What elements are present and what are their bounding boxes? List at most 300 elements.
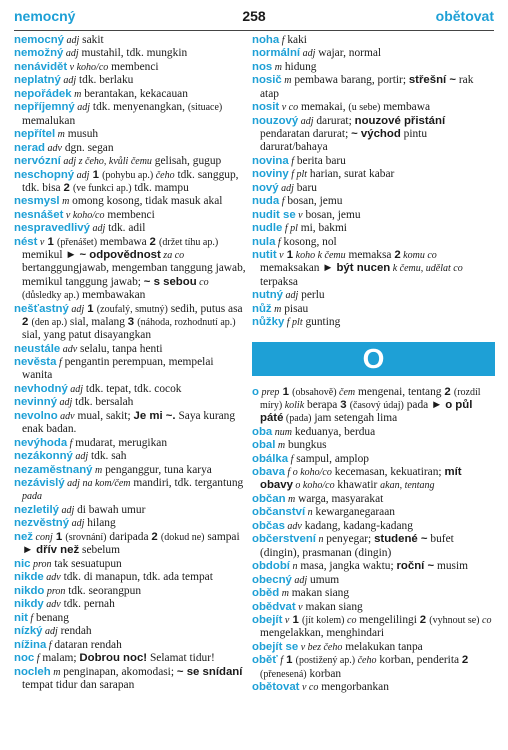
headword: nocleh <box>14 665 51 678</box>
dictionary-entry <box>252 289 495 302</box>
entry-text: Dobrou noc! <box>79 652 148 665</box>
dictionary-entry <box>14 598 246 611</box>
dictionary-entry <box>14 101 246 128</box>
headword: noha <box>252 34 280 46</box>
entry-text: sedih, putus asa <box>167 302 243 315</box>
entry-text: baru <box>293 181 317 194</box>
entry-text: mengorbankan <box>318 681 389 694</box>
dictionary-entry <box>252 386 495 426</box>
entry-text: f <box>288 453 294 465</box>
entry-text: tdk. di manapun, tdk. ada tempat <box>60 571 213 584</box>
entry-text: korban <box>306 667 342 680</box>
dictionary-entry <box>14 504 246 517</box>
headword: nevhodný <box>14 382 68 395</box>
headword: oběť <box>252 654 278 667</box>
dictionary-entry <box>14 88 246 101</box>
entry-text: bertanggungjawab, mengemban tanggung jawab, memikul tanggung jawab; <box>22 262 246 288</box>
dictionary-entry <box>252 493 495 506</box>
entry-text: adj <box>64 35 80 46</box>
headword: nezletilý <box>14 503 59 516</box>
dictionary-entry <box>252 426 495 439</box>
entry-text: adj <box>283 290 299 302</box>
entry-text: 1 <box>283 249 294 262</box>
entry-text: 2 <box>63 181 73 194</box>
entry-text: dataran rendah <box>51 638 122 651</box>
entry-text: co <box>479 615 492 627</box>
dictionary-entry <box>14 34 246 47</box>
left-guide-word: nemocný <box>14 8 76 24</box>
headword: nezvěstný <box>14 517 70 530</box>
entry-text: adv <box>45 142 62 154</box>
headword: o <box>252 385 259 398</box>
entry-text: hilang <box>84 517 116 530</box>
dictionary-entry <box>14 531 246 558</box>
entry-text: memaksa <box>345 249 395 262</box>
entry-text: omong kosong, tidak masuk akal <box>69 195 223 208</box>
headword: období <box>252 560 290 573</box>
headword: nepřítel <box>14 128 56 141</box>
headword: nést <box>14 235 38 248</box>
dictionary-entry <box>252 34 495 47</box>
headword: nudle <box>252 222 283 235</box>
entry-text: v <box>276 250 284 262</box>
dictionary-entry <box>252 453 495 466</box>
entry-text: 1 <box>89 168 103 181</box>
entry-text: memaksakan ► <box>260 262 337 275</box>
entry-text: (rozdíl míry) <box>260 386 481 411</box>
entry-text: sial, malang <box>67 315 128 328</box>
entry-text: (náhoda, rozhodnutí ap.) <box>137 316 236 328</box>
headword: nikdy <box>14 598 44 611</box>
entry-text: 1 <box>283 654 296 667</box>
entry-text: roční ~ <box>396 560 435 573</box>
headword: nemožný <box>14 47 64 60</box>
entry-text: o koho/co <box>292 480 335 492</box>
entry-text: v koho/co <box>63 209 105 221</box>
headword: nůžky <box>252 316 285 329</box>
page-header <box>14 8 494 28</box>
entry-text: (u sebe) <box>348 102 381 114</box>
entry-text: v koho/co <box>67 61 109 73</box>
entry-text: dgn. segan <box>61 141 114 154</box>
entry-text: adj <box>60 75 77 87</box>
dictionary-entry <box>252 74 495 101</box>
entry-text: mudarat, merugikan <box>72 436 168 449</box>
entry-text: tdk. menyenangkan, <box>90 101 188 114</box>
entry-text: tdk. mampu <box>131 181 189 194</box>
dictionary-entry <box>252 195 495 208</box>
entry-text: mi, bakmi <box>297 222 347 235</box>
entry-text: musuh <box>64 128 99 141</box>
headword: novina <box>252 154 289 167</box>
entry-text: 3 <box>127 315 138 328</box>
headword: nosit <box>252 101 280 114</box>
entry-text: bufet (dingin), prasmanan (dingin) <box>260 533 454 559</box>
entry-text: conj <box>33 531 53 543</box>
headword: nůž <box>252 302 272 315</box>
headword: nudit se <box>252 208 296 221</box>
headword: nit <box>14 611 28 624</box>
headword: nespravedlivý <box>14 222 90 235</box>
entry-text: pron <box>44 585 66 597</box>
entry-text: sampul, amplop <box>293 452 369 465</box>
headword: noviny <box>252 168 289 181</box>
entry-text: adv <box>284 520 302 532</box>
dictionary-entry <box>252 182 495 195</box>
headword: nikde <box>14 571 44 584</box>
entry-text: adv <box>57 410 75 422</box>
entry-text: adj <box>42 626 58 638</box>
entry-text: sakit <box>79 34 104 46</box>
entry-text: ~ východ <box>351 128 401 141</box>
entry-text: 3 <box>340 398 350 411</box>
dictionary-entry <box>14 169 246 196</box>
entry-text: masa, jangka waktu; <box>297 560 397 573</box>
entry-text: m <box>71 88 82 100</box>
entry-text: 2 <box>22 315 32 328</box>
entry-text: 1 <box>84 302 97 315</box>
entry-text: pada ► <box>403 398 446 411</box>
entry-text: num <box>272 426 292 438</box>
entry-text: warga, masyarakat <box>295 492 384 505</box>
entry-text: memalukan <box>22 114 76 127</box>
entry-text: m <box>272 61 282 73</box>
entry-text: (dokud ne) <box>160 531 205 543</box>
entry-text: mual, sakit; <box>74 409 134 422</box>
entry-text: hidung <box>282 60 317 73</box>
entry-text: pembawa barang, portir; <box>291 74 409 87</box>
entry-text: 2 <box>151 530 161 543</box>
entry-text: adj <box>63 48 79 60</box>
entry-text: m <box>50 666 61 678</box>
entry-text: akan, tentang <box>380 480 435 492</box>
dictionary-entry <box>252 249 495 289</box>
headword: nepříjemný <box>14 101 75 114</box>
entry-text: perlu <box>298 289 325 302</box>
entry-text: khawatir <box>334 479 381 492</box>
headword: nezávislý <box>14 477 65 490</box>
headword: nevinný <box>14 396 58 409</box>
entry-text: (postižený ap.) <box>295 655 356 667</box>
entry-text: (držet tíhu ap.) <box>159 236 219 248</box>
headword: obejít se <box>252 640 299 653</box>
headword: oba <box>252 425 273 438</box>
headword: nezákonný <box>14 450 73 463</box>
headword: oběd <box>252 587 280 600</box>
entry-text: gelisah, gugup <box>151 155 222 168</box>
entry-text: m <box>275 440 286 452</box>
entry-text: adj <box>74 169 90 181</box>
entry-text: f <box>275 236 281 248</box>
headword: nikdo <box>14 584 45 597</box>
headword: nesmysl <box>14 195 60 208</box>
entry-text: n <box>305 507 313 519</box>
entry-text: wajar, normal <box>315 47 382 60</box>
headword: nic <box>14 557 31 570</box>
entry-text: bungkus <box>285 439 327 452</box>
dictionary-entry <box>14 477 246 504</box>
entry-text: (důsledky ap.) <box>22 290 80 302</box>
entry-text: membawa <box>97 235 150 248</box>
entry-text: n <box>315 534 324 546</box>
headword: obecný <box>252 573 292 586</box>
headword: neustále <box>14 342 61 355</box>
entry-text: memakai, <box>298 101 349 114</box>
headword: nízký <box>14 625 43 638</box>
entry-text: kosong, nol <box>280 235 337 248</box>
n-entries-continued <box>252 34 495 330</box>
entry-text: v <box>295 209 303 221</box>
entry-text: (den ap.) <box>31 316 68 328</box>
entry-text: harian, surat kabar <box>307 168 395 181</box>
entry-text: tdk. sanggup, tdk. bisa <box>22 168 239 194</box>
dictionary-entry <box>14 585 246 598</box>
entry-text: Je mi ~. <box>133 409 176 422</box>
entry-text: m <box>92 464 103 476</box>
headword: obědvat <box>252 600 296 613</box>
entry-text: musim <box>434 560 469 573</box>
entry-text: mustahil, tdk. mungkin <box>78 47 188 60</box>
entry-text: umum <box>307 573 340 586</box>
entry-text: (zoufalý, smutný) <box>96 303 168 315</box>
entry-text: čeho <box>355 655 377 667</box>
entry-text: sampai ► <box>22 530 240 557</box>
entry-text: f o koho/co <box>284 467 332 479</box>
dictionary-entry <box>252 209 495 222</box>
entry-text: kecemasan, kekuatiran; <box>331 466 445 479</box>
entry-text: (vyhnout se) <box>429 615 480 627</box>
entry-text: adj <box>89 223 106 235</box>
entry-text: sebelum <box>79 544 120 557</box>
dictionary-entry <box>14 437 246 450</box>
dictionary-entry <box>14 74 246 87</box>
entry-text: v bez čeho <box>298 641 343 653</box>
entry-text: adj <box>291 574 308 586</box>
entry-text: 2 <box>419 614 430 627</box>
dictionary-entry <box>252 236 495 249</box>
entry-text: mít obavy <box>260 466 462 492</box>
entry-text: ~ odpovědnost <box>79 249 161 262</box>
headword: nosič <box>252 74 282 87</box>
entry-text: být nucen <box>336 262 391 275</box>
dictionary-entry <box>14 142 246 155</box>
entry-text: v <box>37 236 45 248</box>
entry-text: studené ~ <box>374 533 428 546</box>
entry-text: mengenai, tentang <box>355 385 445 398</box>
entry-text: adv <box>60 343 78 355</box>
entry-text: f <box>67 437 73 449</box>
headword: nervózní <box>14 155 61 168</box>
dictionary-entry <box>252 641 495 654</box>
dictionary-entry <box>14 410 246 437</box>
entry-text: membawa <box>380 101 430 114</box>
headword: nešťastný <box>14 302 69 315</box>
entry-text: (pohybu ap.) <box>102 169 154 181</box>
entry-text: tdk. seorangpun <box>65 584 142 597</box>
entry-text: bosan, jemu <box>284 195 343 208</box>
dictionary-entry <box>14 155 246 168</box>
dictionary-entry <box>252 115 495 155</box>
entry-text: adj <box>69 518 85 530</box>
entry-text: 2 <box>149 235 160 248</box>
headword: nemocný <box>14 34 65 46</box>
entry-text: membawakan <box>79 289 146 302</box>
dictionary-entry <box>14 209 246 222</box>
entry-text: pengantin perempuan, mempelai wanita <box>22 356 214 382</box>
dictionary-entry <box>14 343 246 356</box>
entry-text: adv <box>43 572 61 584</box>
entry-text: f <box>56 357 62 369</box>
entry-text: pisau <box>281 302 309 315</box>
entry-text: di bawah umur <box>74 503 146 516</box>
entry-text: adj <box>67 383 84 395</box>
entry-text: (pada) <box>283 413 312 425</box>
entry-text: f <box>288 155 294 167</box>
entry-text: v co <box>299 682 319 694</box>
headword: nerad <box>14 141 46 154</box>
entry-text: kolik <box>282 399 305 411</box>
headword: nesnášet <box>14 208 64 221</box>
headword: nutný <box>252 289 284 302</box>
entry-text: f plt <box>288 169 308 181</box>
entry-text: berita baru <box>294 154 346 167</box>
entry-text: adj <box>57 397 73 409</box>
entry-text: m <box>59 196 70 208</box>
entry-text: tdk. berlaku <box>76 74 134 87</box>
dictionary-entry <box>14 396 246 409</box>
entry-text: ~ s sebou <box>143 275 197 288</box>
entry-text: za co <box>160 250 185 262</box>
dictionary-entry <box>252 587 495 600</box>
entry-text: pintu darurat/bahaya <box>260 128 428 154</box>
entry-text: penganggur, tuna karya <box>102 463 212 476</box>
headword: neplatný <box>14 74 61 87</box>
entry-text: co <box>344 615 357 627</box>
entry-text: mengelilingi <box>356 614 420 627</box>
entry-text: makan siang <box>288 587 350 600</box>
entry-text: pron <box>30 558 52 570</box>
dictionary-entry <box>14 666 246 693</box>
dictionary-entry <box>252 61 495 74</box>
entry-text: terpaksa <box>260 275 298 288</box>
dictionary-entry <box>252 101 495 114</box>
dictionary-entry <box>14 383 246 396</box>
entry-text: f <box>279 196 285 208</box>
entry-text: střešní ~ <box>408 74 457 87</box>
entry-text: adj na kom/čem <box>64 478 131 490</box>
dictionary-entry <box>252 560 495 573</box>
entry-text: f <box>277 655 283 667</box>
dictionary-entry <box>14 61 246 74</box>
dictionary-entry <box>14 652 246 665</box>
left-column <box>14 34 246 692</box>
entry-text: nouzové přistání <box>354 114 446 127</box>
entry-text: m <box>55 129 65 141</box>
dictionary-entry <box>252 439 495 452</box>
entry-text: 2 <box>444 385 454 398</box>
entry-text: jam setengah lima <box>311 412 398 425</box>
dictionary-entry <box>14 464 246 477</box>
entry-text: adj <box>74 102 91 114</box>
entry-text: tdk. adil <box>105 222 146 235</box>
headword: nevýhoda <box>14 436 68 449</box>
entry-text: n <box>289 561 298 573</box>
entry-text: adj <box>68 303 85 315</box>
entry-text: 1 <box>52 530 66 543</box>
entry-text: membenci <box>108 60 159 73</box>
entry-text: v co <box>279 102 299 114</box>
entry-text: melakukan tanpa <box>342 640 423 653</box>
dictionary-entry <box>252 614 495 641</box>
entry-text: penyegar; <box>323 533 375 546</box>
entry-text: 1 <box>44 235 58 248</box>
dictionary-entry <box>14 356 246 383</box>
dictionary-entry <box>14 222 246 235</box>
entry-text: sial, yang patut disayangkan <box>22 329 152 342</box>
dictionary-entry <box>14 558 246 571</box>
entry-text: pada <box>22 491 42 503</box>
headword: občan <box>252 492 286 505</box>
entry-text: adj <box>298 115 314 127</box>
headword: obava <box>252 466 285 479</box>
dictionary-entry <box>14 47 246 60</box>
dictionary-entry <box>252 681 495 694</box>
entry-text: adj <box>278 182 294 194</box>
entry-text: 2 <box>394 249 401 262</box>
entry-text: 2 <box>461 654 469 667</box>
dictionary-entry <box>252 168 495 181</box>
entry-text: co <box>196 276 209 288</box>
entry-text: darurat; <box>313 114 355 127</box>
headword: obětovat <box>252 681 300 694</box>
entry-text: benang <box>33 611 69 624</box>
entry-text: Selamat tidur! <box>147 652 215 665</box>
headword: nepořádek <box>14 87 72 100</box>
entry-text: čem <box>336 386 356 398</box>
entry-text: malam; <box>39 652 80 665</box>
entry-text: keduanya, berdua <box>292 425 376 438</box>
headword: normální <box>252 47 301 60</box>
headword: nos <box>252 60 273 73</box>
dictionary-entry <box>14 612 246 625</box>
headword: občanství <box>252 506 306 519</box>
headword: nový <box>252 181 279 194</box>
entry-text: f <box>27 612 34 624</box>
dictionary-entry <box>252 466 495 493</box>
entry-text: (obsahově) <box>292 386 337 398</box>
entry-text: (přenášet) <box>57 236 98 248</box>
dictionary-entry <box>14 571 246 584</box>
entry-text: membenci <box>104 208 155 221</box>
headword: obálka <box>252 452 289 465</box>
entry-text: f pl <box>282 223 298 235</box>
entry-text: (jít kolem) <box>302 615 345 627</box>
entry-text: makan siang <box>302 600 363 613</box>
entry-text: dřív než <box>36 544 80 557</box>
entry-text: 1 <box>289 614 302 627</box>
headword: obejít <box>252 614 283 627</box>
entry-text: f <box>46 639 52 651</box>
entry-text: tdk. tepat, tdk. cocok <box>83 382 182 395</box>
entry-text: kewarganegaraan <box>312 506 395 519</box>
entry-text: m <box>285 493 296 505</box>
entry-text: tdk. bersalah <box>72 396 134 409</box>
entry-text: adj <box>72 451 89 463</box>
entry-text: selalu, tanpa henti <box>77 342 163 355</box>
headword: noc <box>14 652 35 665</box>
entry-text: (situace) <box>187 102 223 114</box>
headword: nevěsta <box>14 356 57 369</box>
